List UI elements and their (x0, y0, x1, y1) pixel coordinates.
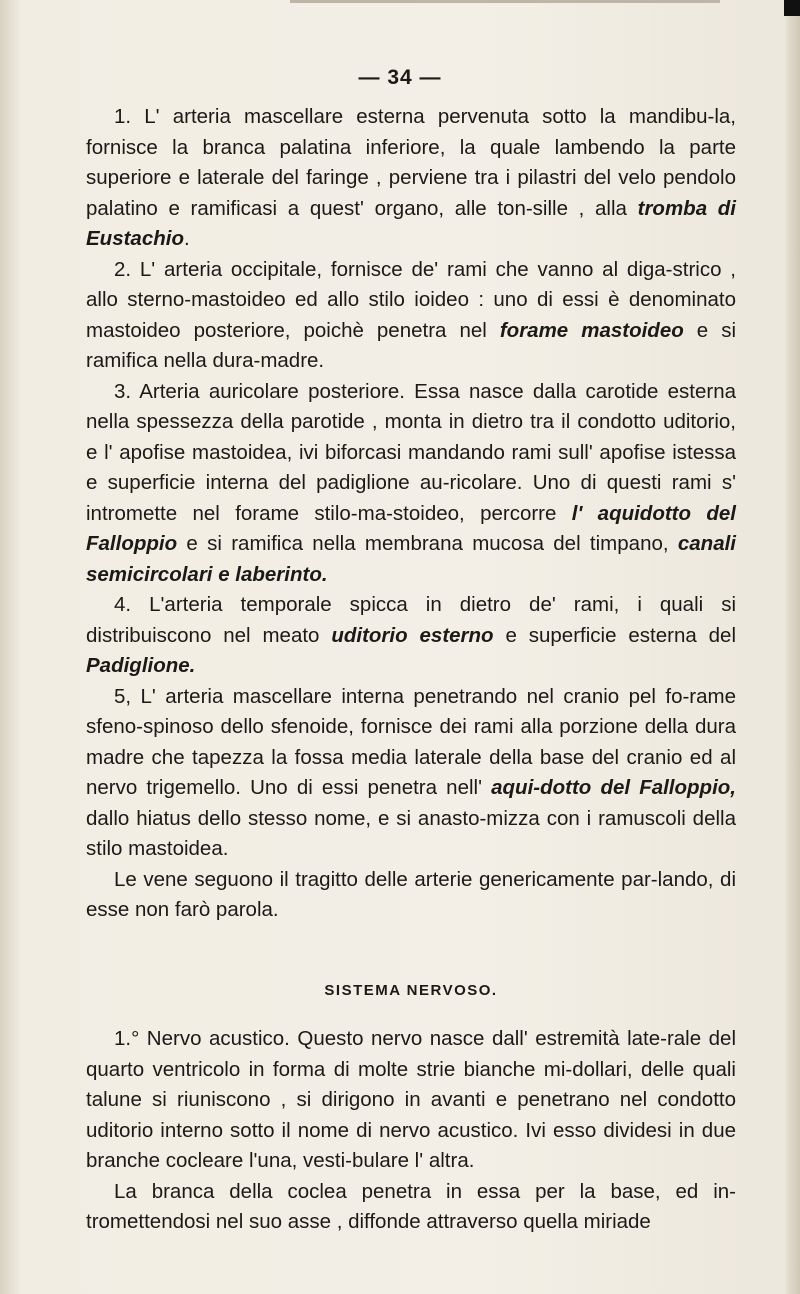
section-heading: SISTEMA NERVOSO. (324, 981, 498, 999)
text-run: 4. L'arteria temporale spicca in dietro de' rami, i quali si distribuiscono nel meato (86, 593, 736, 647)
text-run: e superficie esterna del (493, 623, 736, 647)
page-edge (786, 0, 800, 1294)
italic-term: l' aquidotto del Falloppio (86, 501, 736, 555)
text-run: 3. Arteria auricolare posteriore. Essa nasce dalla carotide esterna nella spessezza della parotide , monta in dietro tra il condotto uditorio, e l' apofise mastoidea, ivi biforcasi mandando rami sull' apofise istessa e superficie interna del padiglione au-ricolare. Uno di questi rami s' intromette nel forame stilo-ma-stoideo, percorre (86, 379, 736, 525)
text-run: dallo hiatus dello stesso nome, e si anasto-mizza con i ramuscoli della stilo mastoidea. (86, 806, 736, 860)
text-run: La branca della coclea penetra in essa per la base, ed in-tromettendosi nel suo asse , diffonde attraverso quella miriade (86, 1179, 736, 1233)
top-page-rule (290, 0, 720, 3)
paragraph (86, 102, 736, 255)
italic-term: forame mastoideo (499, 318, 684, 342)
text-run: . (183, 227, 190, 250)
paragraph (86, 682, 736, 865)
page-body (86, 68, 736, 1238)
text-run: 1.° Nervo acustico. Questo nervo nasce dall' estremità late-rale del quarto ventricolo in forma di molte strie bianche mi-dollari, delle quali talune si riuniscono , si dirigono in avanti e penetrano nel condotto uditorio interno sotto il nome di nervo acustico. Ivi esso dividesi in due branche cocleare l'una, vesti-bulare l' altra. (86, 1027, 736, 1172)
page-number: — 34 — (358, 66, 442, 89)
italic-term: Padiglione. (86, 654, 196, 677)
text-run: 5, L' arteria mascellare interna penetrando nel cranio pel fo-rame sfeno-spinoso dello sfenoide, fornisce dei rami alla porzione della dura madre che tapezza la fossa media laterale della base del cranio ed al nervo trigemello. Uno di essi penetra nell' (86, 684, 736, 799)
text-run: 2. L' arteria occipitale, fornisce de' rami che vanno al diga-strico , allo sterno-mastoideo ed allo stilo ioideo : uno di essi è denominato mastoideo posteriore, poichè penetra nel (86, 257, 736, 342)
italic-term: uditorio esterno (331, 623, 494, 647)
italic-term: canali semicircolari e laberinto. (86, 532, 736, 586)
arteries-section (86, 102, 736, 926)
corner-mark (784, 0, 800, 16)
italic-term: aqui-dotto del Falloppio, (491, 776, 736, 799)
nervous-system-section (86, 1024, 736, 1238)
paragraph (86, 590, 736, 682)
text-run: e si ramifica nella dura-madre. (86, 318, 736, 372)
text-run: 1. L' arteria mascellare esterna pervenuta sotto la mandibu-la, fornisce la branca palatina inferiore, la quale lambendo la parte superiore e laterale del faringe , perviene tra i pilastri del velo pendolo palatino e ramificasi a quest' organo, alle ton-sille , alla (86, 105, 736, 220)
text-run: Le vene seguono il tragitto delle arterie genericamente par-lando, di esse non farò parola. (86, 867, 736, 921)
paragraph (86, 255, 736, 377)
paragraph (86, 1177, 736, 1238)
text-run: e si ramifica nella membrana mucosa del timpano, (177, 532, 678, 555)
italic-term: tromba di Eustachio (86, 196, 736, 250)
paragraph (86, 377, 736, 591)
paragraph (86, 1024, 736, 1177)
paragraph (86, 865, 736, 926)
